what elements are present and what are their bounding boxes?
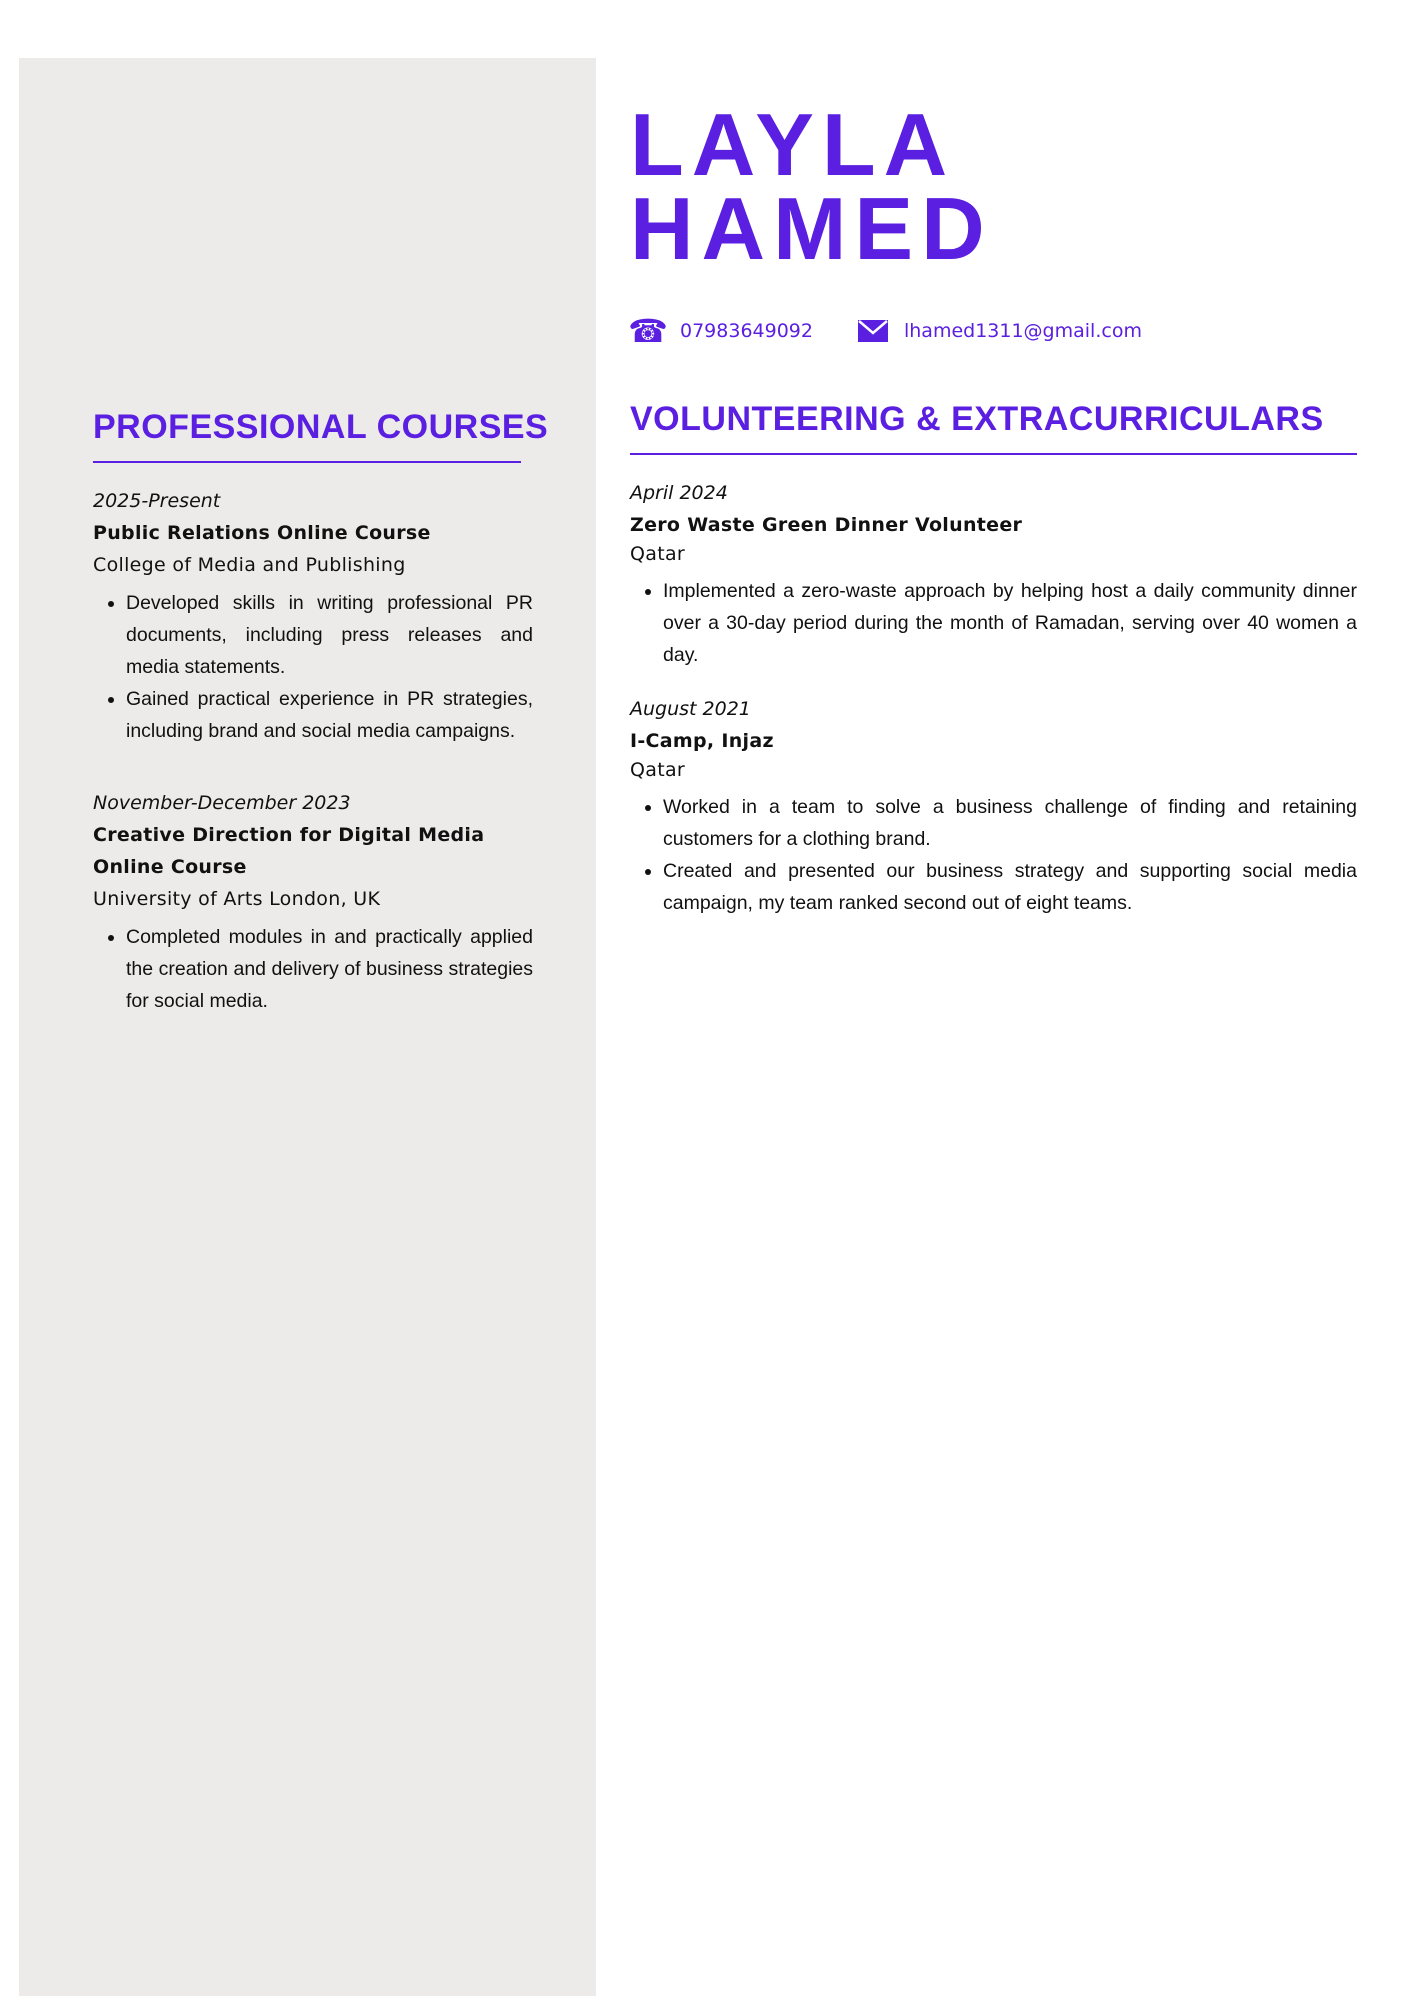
entry-date: 2025-Present bbox=[93, 490, 221, 512]
entry-organization: University of Arts London, UK bbox=[93, 888, 381, 910]
bullet-list bbox=[93, 921, 533, 1017]
entry-date: November-December 2023 bbox=[93, 792, 351, 814]
volunteering-section bbox=[630, 400, 1357, 941]
contact-info bbox=[630, 314, 1142, 348]
entry-title bbox=[93, 819, 533, 883]
entry-title-line: Online Course bbox=[93, 856, 247, 878]
bullet-item: • Created and presented our business strategy and supporting social media campaign, my team ranked second out of eight teams. bbox=[663, 855, 1357, 919]
bullet-item: • Completed modules in and practically applied the creation and delivery of business strategies for social media. bbox=[126, 921, 533, 1017]
bullet-item: • Implemented a zero-waste approach by helping host a daily community dinner over a 30-day period during the month of Ramadan, serving over 40 women a day. bbox=[663, 575, 1357, 671]
entry-list bbox=[630, 477, 1357, 919]
bullet-item: • Gained practical experience in PR strategies, including brand and social media campaigns. bbox=[126, 683, 533, 747]
bullet-list bbox=[630, 791, 1357, 919]
bullet-list bbox=[630, 575, 1357, 671]
section-heading: PROFESSIONAL COURSES bbox=[93, 408, 521, 463]
entry-location: Qatar bbox=[630, 543, 686, 565]
section-heading: VOLUNTEERING & EXTRACURRICULARS bbox=[630, 400, 1357, 455]
entry-organization: College of Media and Publishing bbox=[93, 554, 406, 576]
entry-date: August 2021 bbox=[630, 698, 751, 720]
phone-icon: ☎ bbox=[628, 312, 668, 350]
bullet-list bbox=[93, 587, 533, 747]
bullet-item: • Worked in a team to solve a business challenge of finding and retaining customers for a clothing brand. bbox=[663, 791, 1357, 855]
entry-date: April 2024 bbox=[630, 482, 728, 504]
phone-number[interactable]: 07983649092 bbox=[680, 320, 813, 342]
bullet-item: • Developed skills in writing professional PR documents, including press releases and media statements. bbox=[126, 587, 533, 683]
entry-title: Zero Waste Green Dinner Volunteer bbox=[630, 514, 1023, 536]
entry-title: I-Camp, Injaz bbox=[630, 730, 774, 752]
course-entry bbox=[93, 485, 533, 747]
volunteer-entry bbox=[630, 477, 1357, 671]
course-entry bbox=[93, 787, 533, 1017]
professional-courses-section bbox=[93, 408, 549, 1057]
mail-icon bbox=[857, 319, 889, 343]
entry-title: Public Relations Online Course bbox=[93, 522, 431, 544]
email-address[interactable]: lhamed1311@gmail.com bbox=[903, 320, 1142, 342]
entry-title-line: Creative Direction for Digital Media bbox=[93, 824, 485, 846]
entry-location: Qatar bbox=[630, 759, 686, 781]
entry-list bbox=[93, 485, 533, 1017]
last-name: HAMED bbox=[630, 179, 993, 278]
first-name: LAYLA bbox=[630, 95, 956, 194]
candidate-name bbox=[630, 95, 993, 278]
volunteer-entry bbox=[630, 693, 1357, 919]
